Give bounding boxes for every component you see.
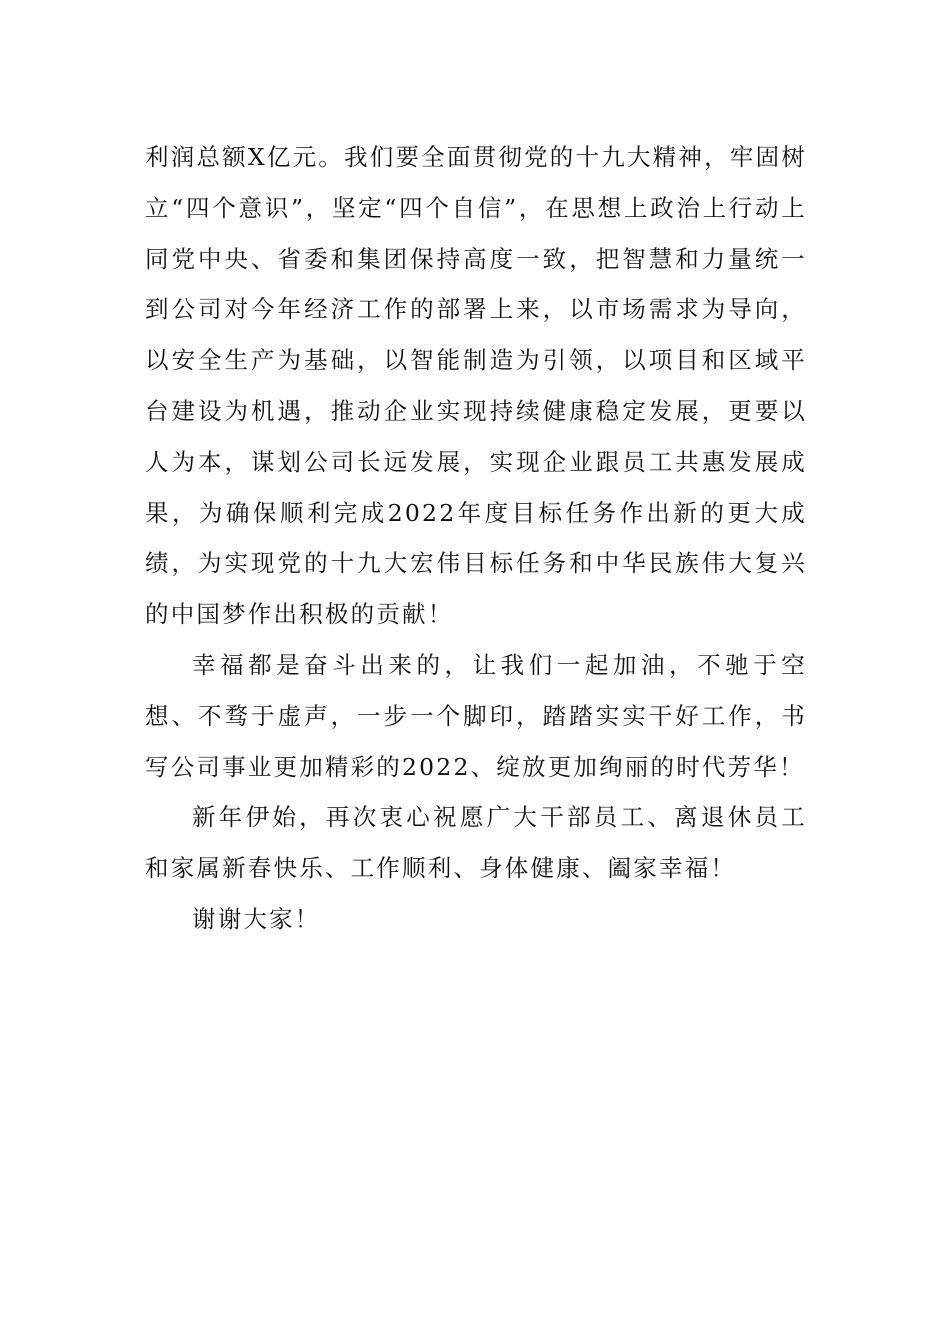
paragraph-struggle: 幸福都是奋斗出来的，让我们一起加油，不驰于空想、不骛于虚声，一步一个脚印，踏踏实实干好工作，书写公司事业更加精彩的2022、绽放更加绚丽的时代芳华！ bbox=[145, 650, 807, 781]
document-body bbox=[145, 132, 807, 945]
paragraph-thanks: 谢谢大家！ bbox=[192, 904, 321, 933]
paragraph-continuation: 利润总额X亿元。我们要全面贯彻党的十九大精神，牢固树立“四个意识”，坚定“四个自信”，在思想上政治上行动上同党中央、省委和集团保持高度一致，把智慧和力量统一到公司对今年经济工作的部署上来，以市场需求为导向，以安全生产为基础，以智能制造为引领，以项目和区域平台建设为机遇，推动企业实现持续健康稳定发展，更要以人为本，谋划公司长远发展，实现企业跟员工共惠发展成果，为确保顺利完成2022年度目标任务作出新的更大成绩，为实现党的十九大宏伟目标任务和中华民族伟大复兴的中国梦作出积极的贡献！ bbox=[145, 143, 807, 629]
paragraph-new-year-wishes: 新年伊始，再次衷心祝愿广大干部员工、离退休员工和家属新春快乐、工作顺利、身体健康、阖家幸福！ bbox=[145, 803, 807, 883]
